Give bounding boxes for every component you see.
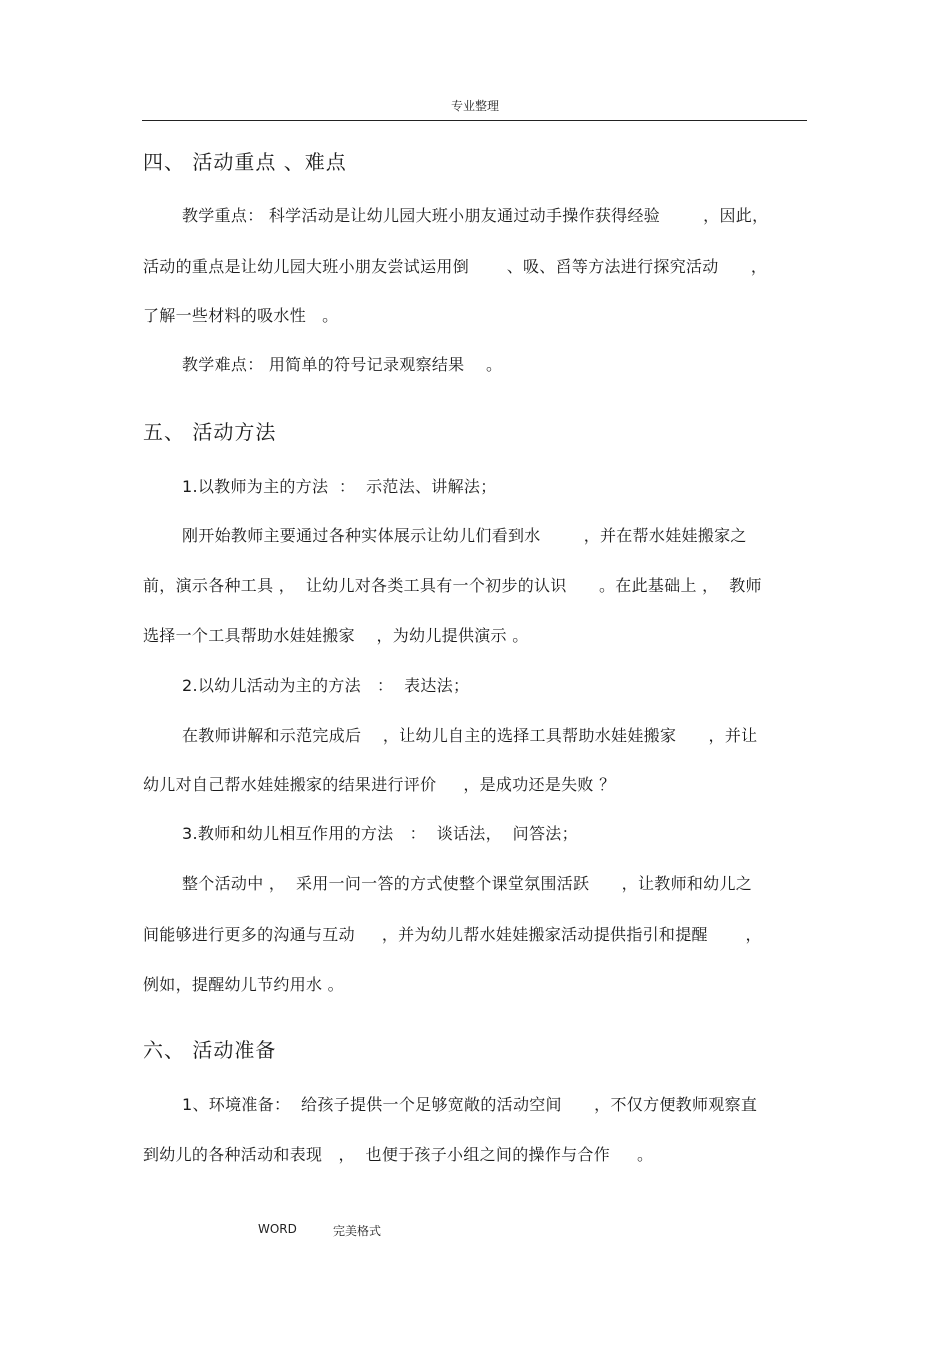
paragraph-line: 活动的重点是让幼儿园大班小朋友尝试运用倒 、吸、舀等方法进行探究活动 ， <box>143 257 768 276</box>
paragraph-line: 例如，提醒幼儿节约用水 。 <box>143 975 344 994</box>
paragraph-line: 教学难点： 用简单的符号记录观察结果 。 <box>182 355 503 374</box>
footer-right: 完美格式 <box>333 1224 382 1238</box>
paragraph-line: 在教师讲解和示范完成后 ，让幼儿自主的选择工具帮助水娃娃搬家 ，并让 <box>182 726 758 745</box>
section-heading-4: 四、 活动重点 、难点 <box>143 150 347 174</box>
paragraph-line: 教学重点： 科学活动是让幼儿园大班小朋友通过动手操作获得经验 ，因此， <box>182 206 769 225</box>
paragraph-line: 整个活动中 ， 采用一问一答的方式使整个课堂氛围活跃 ，让教师和幼儿之 <box>182 874 753 893</box>
paragraph-line: 幼儿对自己帮水娃娃搬家的结果进行评价 ，是成功还是失败 ？ <box>143 775 616 794</box>
header-rule <box>142 120 807 121</box>
section-heading-5: 五、 活动方法 <box>143 420 277 444</box>
paragraph-line: 1.以教师为主的方法 ： 示范法、讲解法； <box>182 477 497 496</box>
page-header: 专业整理 <box>450 99 499 113</box>
paragraph-line: 1、环境准备： 给孩子提供一个足够宽敞的活动空间 ，不仅方便教师观察直 <box>182 1095 758 1114</box>
paragraph-line: 2.以幼儿活动为主的方法 ： 表达法； <box>182 676 470 695</box>
paragraph-line: 选择一个工具帮助水娃娃搬家 ，为幼儿提供演示 。 <box>143 626 529 645</box>
paragraph-line: 到幼儿的各种活动和表现 ， 也便于孩子小组之间的操作与合作 。 <box>143 1145 654 1164</box>
paragraph-line: 前，演示各种工具 ， 让幼儿对各类工具有一个初步的认识 。在此基础上 ， 教师 <box>143 576 762 595</box>
paragraph-line: 3.教师和幼儿相互作用的方法 ： 谈话法， 问答法； <box>182 824 578 843</box>
paragraph-line: 刚开始教师主要通过各种实体展示让幼儿们看到水 ，并在帮水娃娃搬家之 <box>182 526 747 545</box>
footer-left: WORD <box>258 1222 297 1236</box>
paragraph-line: 间能够进行更多的沟通与互动 ，并为幼儿帮水娃娃搬家活动提供指引和提醒 ， <box>143 925 762 944</box>
paragraph-line: 了解一些材料的吸水性 。 <box>143 306 339 325</box>
section-heading-6: 六、 活动准备 <box>143 1038 277 1062</box>
